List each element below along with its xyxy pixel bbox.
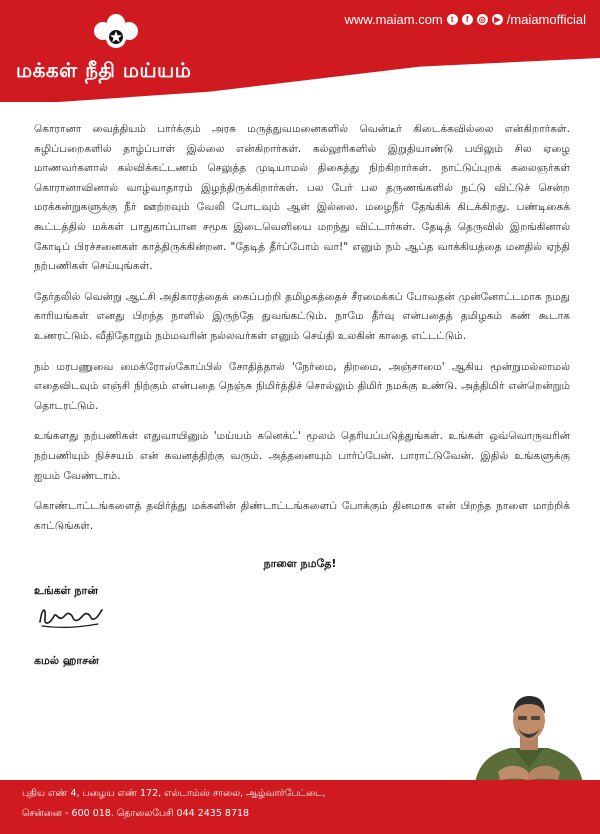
letter-paragraph: தேர்தலில் வென்று ஆட்சி அதிகாரத்தைக் கைப்பற்றி தமிழகத்தைச் சீரமைக்கப் போவதன் முன்னோட்டமாக நமது காரியங்கள் எனது பிறந்த நாளில் இருந்தே துவங்கட்டும். நாமே தீர்வு என்பதைத் தமிழகம் கண் கூடாக உணரட்டும். வீதிதோறும் நம்மவரின் நல்லவர்கள் எனும் செய்தி உலகின் காதை எட்டட்டும். <box>34 290 570 342</box>
letterhead-footer <box>0 780 600 834</box>
letter-paragraph: கொண்டாட்டங்களைத் தவிர்த்து மக்களின் திண்டாட்டங்களைப் போக்கும் தினமாக என் பிறந்த நாளை மாற்றிக் காட்டுங்கள். <box>34 500 570 532</box>
letter-paragraph: உங்களது நற்பணிகள் எதுவாயினும் 'மய்யம் கனெக்ட்' மூலம் தெரியப்படுத்துங்கள். உங்கள் ஒவ்வொருவரின் நற்பணியும் நிச்சயம் என் கவனத்திற்கு வரும். அத்தனையும் பார்ப்பேன். பாராட்டுவேன். இதில் உங்களுக்கு ஐயம் வேண்டாம். <box>34 430 570 482</box>
tagline: நாளை நமதே! <box>263 557 337 570</box>
brand-name: மக்கள் நீதி மய்யம் <box>16 58 192 82</box>
signer-name: கமல் ஹாசன் <box>34 654 99 667</box>
instagram-icon[interactable]: ◎ <box>477 14 488 25</box>
closing-salutation: உங்கள் நான் <box>34 584 98 597</box>
party-logo-icon <box>92 14 140 54</box>
contact-line: சென்னை - 600 018. தொலைபேசி 044 2435 8718 <box>22 808 250 819</box>
social-links[interactable] <box>345 12 586 27</box>
leader-portrait <box>470 688 588 790</box>
twitter-icon[interactable]: t <box>447 14 458 25</box>
letter-body <box>34 120 570 547</box>
handwritten-signature <box>36 598 106 634</box>
address-line: புதிய எண் 4, பழைய எண் 172, எல்டாம்ஸ் சாலை, ஆழ்வார்பேட்டை, <box>22 788 326 799</box>
facebook-icon[interactable]: f <box>462 14 473 25</box>
social-handle[interactable]: /maiamofficial <box>506 12 586 27</box>
letter-paragraph: கொரானா வைத்தியம் பார்க்கும் அரசு மருத்துவமனைகளில் வென்டீர் கிடைக்கவில்லை என்கிறார்கள். சுழிப்பறைகளில் தாழ்ப்பாள் இல்லை என்கிறார்கள். கல்லூரிகளில் இறுதியாண்டு பயிலும் சில ஏழை மாணவர்களால் கல்விக்கட்டணம் செலுத்த முடியாமல் திகைத்து நிற்கிறார்கள். நாட்டுப்புறக் கலைஞர்கள் கொரானாவினால் வாழ்வாதாரம் இழந்திருக்கிறார்கள். பல பேர் பல தருணங்களில் நட்டு விட்டுச் சென்ற மரக்கன்றுகளுக்கு நீர் ஊற்றவும் வேலி போடவும் ஆள் இல்லை. மழைநீர் தேங்கிக் கிடக்கிறது. பண்டிகைக் கூட்டத்தில் மக்கள் பாதுகாப்பான சமூக இடைவெளியை மறந்து விட்டார்கள். தேடித் தெருவில் இறங்கினால் கோடிப் பிரச்சனைகள் காத்திருக்கின்றன. "தேடித் தீர்ப்போம் வா!" எனும் நம் ஆப்த வாக்கியத்தை மனதில் ஏந்தி நற்பணிகள் செய்யுங்கள். <box>34 123 570 273</box>
letterhead-header <box>0 0 600 102</box>
letter-paragraph: நம் மரபணுவை மைக்ரோஸ்கோப்பில் சோதித்தால் 'நேர்மை, திறமை, அஞ்சாமை' ஆகிய மூன்றுமல்லாமல் எதைவிடவும் எஞ்சி நிற்கும் என்பதை நெஞ்சு நிமிர்த்திச் சொல்லும் திமிர் நமக்கு உண்டு. அத்திமிர் என்றென்றும் தொடரட்டும். <box>34 360 570 412</box>
youtube-icon[interactable]: ▶ <box>492 14 503 25</box>
website-link[interactable]: www.maiam.com <box>344 12 443 27</box>
